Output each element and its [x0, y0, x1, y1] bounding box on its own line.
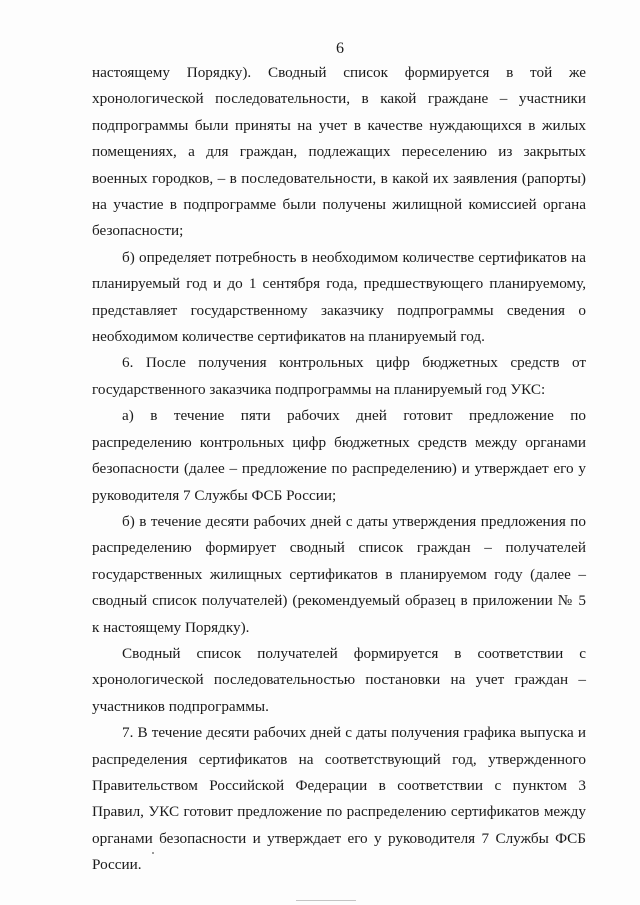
document-body: [92, 60, 586, 879]
page-number: 6: [336, 40, 344, 57]
paragraph-item-b-summary-list: б) в течение десяти рабочих дней с даты утверждения предложения по распределению формирует сводный список граждан – получателей государственных жилищных сертификатов в планируемом году (далее – сводный список получателей) (рекомендуемый образец в приложении № 5 к настоящему Порядку).: [92, 512, 586, 636]
scan-artifact-line: [296, 900, 356, 901]
paragraph-section-6: 6. После получения контрольных цифр бюджетных средств от государственного заказчика подпрограммы на планируемый год УКС:: [92, 354, 586, 398]
paragraph-summary-list-order: Сводный список получателей формируется в соответствии с хронологической последовательностью постановки на учет граждан – участников подпрограммы.: [92, 644, 586, 715]
paragraph-continuation: настоящему Порядку). Сводный список формируется в той же хронологической последовательности, в какой граждане – участники подпрограммы были приняты на учет в качестве нуждающихся в жилых помещениях, а для граждан, подлежащих переселению из закрытых военных городков, – в последовательности, в какой их заявления (рапорты) на участие в подпрограмме были получены жилищной комиссией органа безопасности;: [92, 64, 586, 240]
paragraph-section-7: 7. В течение десяти рабочих дней с даты получения графика выпуска и распределения сертификатов на соответствующий год, утвержденного Правительством Российской Федерации в соответствии с пунктом 3 Правил, УКС готовит предложение по распределению сертификатов между органами безопасности и утверждает его у руководителя 7 Службы ФСБ России.: [92, 724, 586, 874]
scan-artifact-dot: [152, 852, 154, 854]
paragraph-item-b-demand: б) определяет потребность в необходимом количестве сертификатов на планируемый год и до 1 сентября года, предшествующего планируемому, представляет государственному заказчику подпрограммы сведения о необходимом количестве сертификатов на планируемый год.: [92, 248, 586, 346]
paragraph-item-a-proposal: а) в течение пяти рабочих дней готовит предложение по распределению контрольных цифр бюджетных средств между органами безопасности (далее – предложение по распределению) и утверждает его у руководителя 7 Службы ФСБ России;: [92, 407, 586, 504]
